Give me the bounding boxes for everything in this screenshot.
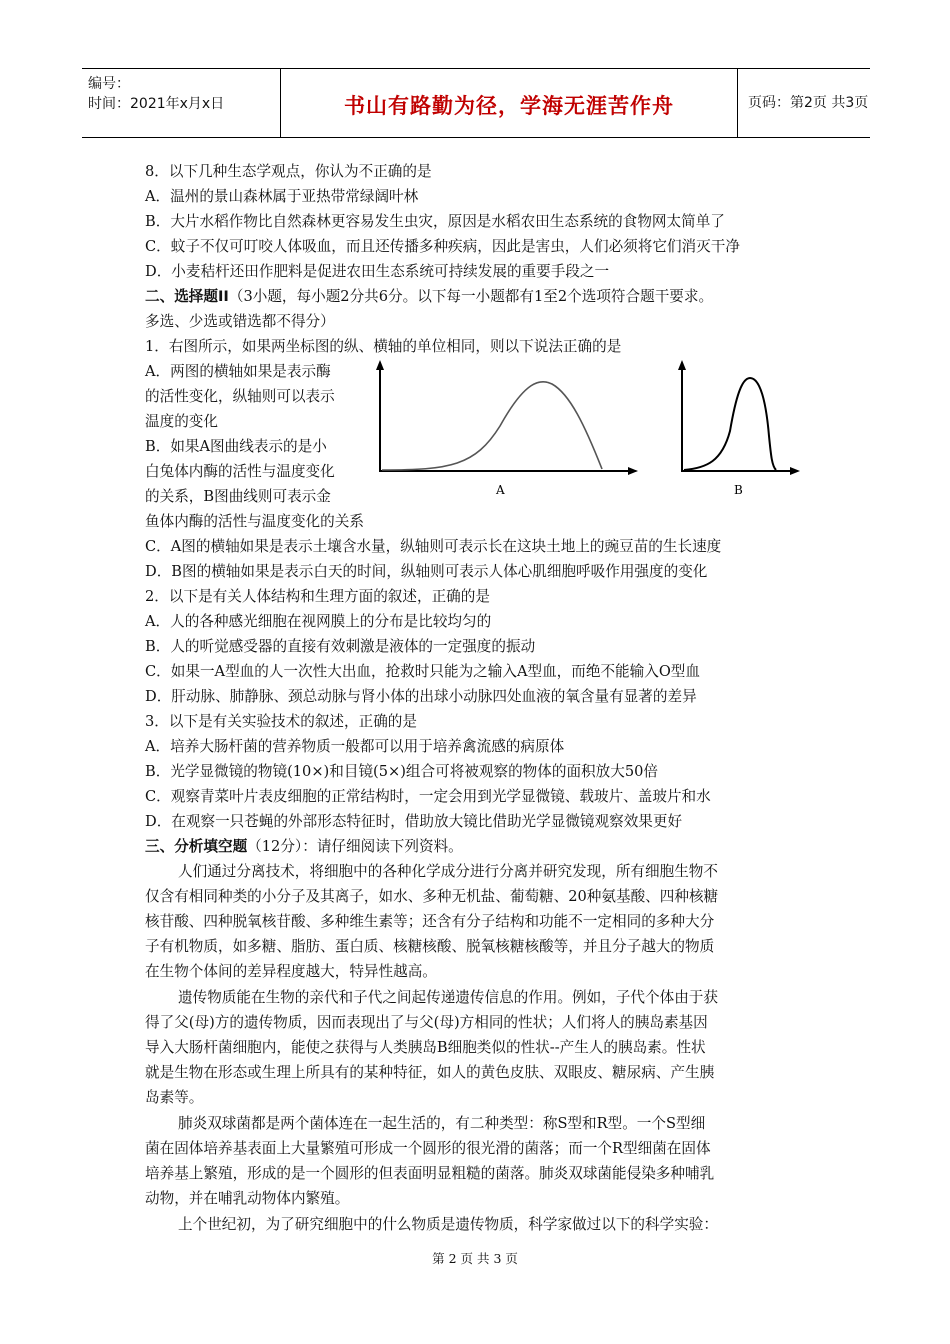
- s2q1-option-a-line1: A．两图的横轴如果是表示酶: [145, 363, 331, 380]
- figure-b-graph: [672, 356, 808, 498]
- passage-p3-line2: 菌在固体培养基表面上大量繁殖可形成一个圆形的很光滑的菌落；而一个R型细菌在固体: [145, 1140, 711, 1157]
- passage-p1-line5: 在生物个体间的差异程度越大，特异性越高。: [145, 963, 437, 980]
- s2q3-option-d: D．在观察一只苍蝇的外部形态特征时，借助放大镜比借助光学显微镜观察效果更好: [145, 813, 683, 830]
- s2q3-option-b: B．光学显微镜的物镜(10×)和目镜(5×)组合可将被观察的物体的面积放大50倍: [145, 763, 659, 780]
- section2-desc-2: 多选、少选或错选都不得分）: [145, 313, 335, 330]
- section3-heading: [145, 837, 463, 857]
- q8-option-a: A．温州的景山森林属于亚热带常绿阔叶林: [145, 188, 419, 205]
- s2q2-option-d: D．肝动脉、肺静脉、颈总动脉与肾小体的出球小动脉四处血液的氧含量有显著的差异: [145, 688, 697, 705]
- s2q1-stem: 1．右图所示，如果两坐标图的纵、横轴的单位相同，则以下说法正确的是: [145, 338, 622, 355]
- s2q3-option-a: A．培养大肠杆菌的营养物质一般都可以用于培养禽流感的病原体: [145, 738, 565, 755]
- q8-option-c: C．蚊子不仅可叮咬人体吸血，而且还传播多种疾病，因此是害虫，人们必须将它们消灭干净: [145, 238, 740, 255]
- passage-p3-line3: 培养基上繁殖，形成的是一个圆形的但表面明显粗糙的菌落。肺炎双球菌能侵染多种哺乳: [145, 1165, 715, 1182]
- q8-option-b: B．大片水稻作物比自然森林更容易发生虫灾，原因是水稻农田生态系统的食物网太简单了: [145, 213, 725, 230]
- figure-a-y-arrow: [376, 360, 384, 370]
- passage-p3-line4: 动物，并在哺乳动物体内繁殖。: [145, 1190, 350, 1207]
- header-left-cell: [82, 69, 280, 137]
- s2q2-option-c: C．如果一A型血的人一次性大出血，抢救时只能为之输入A型血，而绝不能输入O型血: [145, 663, 700, 680]
- s2q1-option-c: C．A图的横轴如果是表示土壤含水量，纵轴则可表示长在这块土地上的豌豆苗的生长速度: [145, 538, 722, 555]
- header-motto-cell: [280, 69, 738, 137]
- q8-option-d: D．小麦秸杆还田作肥料是促进农田生态系统可持续发展的重要手段之一: [145, 263, 610, 280]
- passage-p1-line3: 核苷酸、四种脱氧核苷酸、多种维生素等；还含有分子结构和功能不一定相同的多种大分: [145, 913, 715, 930]
- section3-desc: （12分）：请仔细阅读下列资料。: [247, 838, 463, 855]
- figure-b-y-arrow: [678, 360, 686, 370]
- s2q3-option-c: C．观察青菜叶片表皮细胞的正常结构时，一定会用到光学显微镜、载玻片、盖玻片和水: [145, 788, 711, 805]
- passage-p2-line5: 岛素等。: [145, 1089, 204, 1106]
- section2-title: 二、选择题II: [145, 288, 229, 305]
- figure-a-graph: [370, 356, 648, 498]
- page-label: 页码：第2页 共3页: [748, 95, 869, 111]
- section2-desc-1: （3小题，每小题2分共6分。以下每一小题都有1至2个选项符合题干要求。: [228, 288, 714, 305]
- passage-p1-line4: 子有机物质，如多糖、脂肪、蛋白质、核糖核酸、脱氧核糖核酸等，并且分子越大的物质: [145, 938, 715, 955]
- serial-label: 编号：: [88, 76, 130, 92]
- s2q1-option-a-line3: 温度的变化: [145, 413, 218, 430]
- figure-a-curve: [382, 382, 602, 470]
- page-footer: 第 2 页 共 3 页: [432, 1251, 518, 1266]
- passage-p4-line1: 上个世纪初，为了研究细胞中的什么物质是遗传物质，科学家做过以下的科学实验：: [178, 1216, 718, 1233]
- figure-b-label: B: [734, 483, 743, 497]
- s2q1-option-b-line1: B．如果A图曲线表示的是小: [145, 438, 327, 455]
- passage-p2-line4: 就是生物在形态或生理上所具有的某种特征，如人的黄色皮肤、双眼皮、糖尿病、产生胰: [145, 1064, 715, 1081]
- header-table: [82, 68, 870, 138]
- s2q1-option-b-line3: 的关系，B图曲线则可表示金: [145, 488, 331, 505]
- figure-a-label: A: [496, 483, 505, 497]
- s2q2-option-b: B．人的听觉感受器的直接有效刺激是液体的一定强度的振动: [145, 638, 536, 655]
- section2-heading: [145, 287, 713, 307]
- s2q1-option-d: D．B图的横轴如果是表示白天的时间，纵轴则可表示人体心肌细胞呼吸作用强度的变化: [145, 563, 708, 580]
- passage-p2-line3: 导入大肠杆菌细胞内，能使之获得与人类胰岛B细胞类似的性状--产生人的胰岛素。性状: [145, 1039, 706, 1056]
- passage-p1-line2: 仅含有相同种类的小分子及其离子，如水、多种无机盐、葡萄糖、20种氨基酸、四种核糖: [145, 888, 719, 905]
- passage-p2-line2: 得了父(母)方的遗传物质，因而表现出了与父(母)方相同的性状；人们将人的胰岛素基因: [145, 1014, 708, 1031]
- figure-b-curve: [684, 378, 776, 470]
- passage-p1-line1: 人们通过分离技术，将细胞中的各种化学成分进行分离并研究发现，所有细胞生物不: [178, 863, 718, 880]
- passage-p3-line1: 肺炎双球菌都是两个菌体连在一起生活的，有二种类型：称S型和R型。一个S型细: [178, 1115, 706, 1132]
- q8-stem: 8．以下几种生态学观点，你认为不正确的是: [145, 163, 432, 180]
- passage-p2-line1: 遗传物质能在生物的亲代和子代之间起传递遗传信息的作用。例如，子代个体由于获: [178, 989, 718, 1006]
- section3-title: 三、分析填空题: [145, 838, 248, 855]
- figure-a-x-arrow: [628, 467, 638, 475]
- s2q1-option-a-line2: 的活性变化，纵轴则可以表示: [145, 388, 335, 405]
- s2q1-option-b-line2: 白兔体内酶的活性与温度变化: [145, 463, 335, 480]
- s2q2-option-a: A．人的各种感光细胞在视网膜上的分布是比较均匀的: [145, 613, 492, 630]
- figure-b-x-arrow: [790, 467, 800, 475]
- s2q3-stem: 3．以下是有关实验技术的叙述，正确的是: [145, 713, 417, 730]
- header-right-cell: [738, 69, 870, 137]
- s2q2-stem: 2．以下是有关人体结构和生理方面的叙述，正确的是: [145, 588, 490, 605]
- date-label: 时间：2021年x月x日: [88, 96, 225, 112]
- motto: 书山有路勤为径，学海无涯苦作舟: [344, 94, 674, 118]
- s2q1-option-b-line4: 鱼体内酶的活性与温度变化的关系: [145, 513, 364, 530]
